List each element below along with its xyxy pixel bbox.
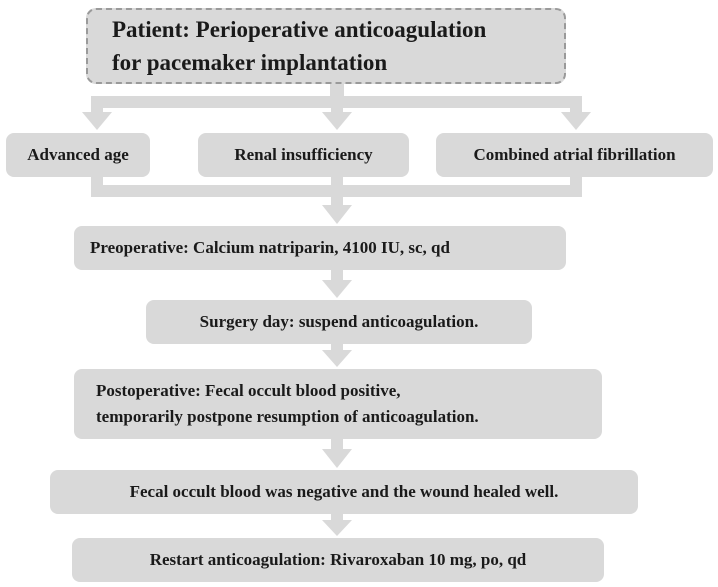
postoperative-text-line2: temporarily postpone resumption of anticoagulation. (96, 407, 479, 426)
risk-factor-advanced-age (6, 133, 150, 177)
arrow-to-postop (322, 350, 352, 367)
risk-factor-label: Combined atrial fibrillation (473, 145, 676, 164)
arrow-to-renal (322, 112, 352, 130)
patient-title-line2: for pacemaker implantation (112, 50, 388, 75)
arrow-to-restart (322, 520, 352, 536)
patient-title-line1: Patient: Perioperative anticoagulation (112, 17, 487, 42)
arrow-to-preop (322, 205, 352, 224)
risk-factor-atrial-fibrillation (436, 133, 713, 177)
postoperative-text-line1: Postoperative: Fecal occult blood positive, (96, 381, 401, 400)
preoperative-step (74, 226, 566, 270)
negative-result-text: Fecal occult blood was negative and the wound healed well. (129, 482, 559, 501)
patient-stem (330, 84, 344, 98)
arrow-to-negative (322, 449, 352, 468)
arrow-to-age (82, 112, 112, 130)
arrow-to-surgery (322, 280, 352, 298)
restart-step (72, 538, 604, 582)
surgery-day-text: Surgery day: suspend anticoagulation. (199, 312, 479, 331)
restart-text: Restart anticoagulation: Rivaroxaban 10 mg, po, qd (149, 550, 527, 569)
patient-box (86, 8, 566, 84)
risk-factor-label: Renal insufficiency (234, 145, 373, 164)
surgery-day-step (146, 300, 532, 344)
arrow-to-af (561, 112, 591, 130)
postoperative-step (74, 369, 602, 439)
risk-factor-renal-insufficiency (198, 133, 409, 177)
negative-result-step (50, 470, 638, 514)
preoperative-text: Preoperative: Calcium natriparin, 4100 IU, sc, qd (90, 238, 450, 257)
risk-factor-label: Advanced age (27, 145, 129, 164)
